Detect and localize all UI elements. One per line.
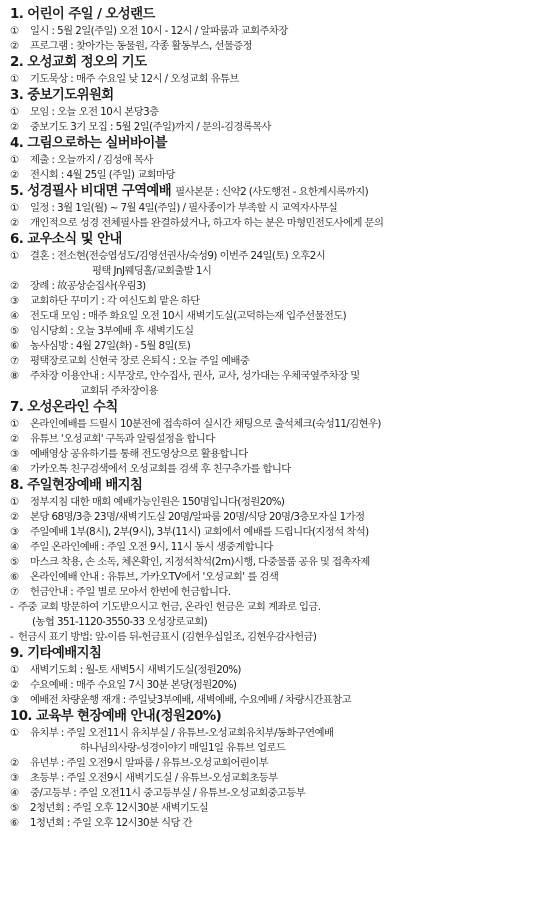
section-title-text: 5. 성경필사 비대면 구역예배	[10, 184, 172, 199]
section	[10, 87, 547, 135]
list-item	[10, 39, 547, 54]
list-item	[10, 741, 547, 756]
list-item	[10, 324, 547, 339]
item-text: 제출 : 오늘까지 / 김성애 목사	[30, 154, 153, 166]
list-item	[10, 816, 547, 831]
item-text: 초등부 : 주일 오전9시 새벽기도실 / 유튜브-오성교회초등부	[30, 772, 278, 784]
item-text: 결혼 : 전소현(전승엽성도/김영선권사/숙성9) 이번주 24일(토) 오후2시	[30, 250, 326, 262]
item-text: 중/고등부 : 주일 오전11시 중고등부실 / 유튜브-오성교회중고등부	[30, 787, 306, 799]
item-text: 본당 68명/3층 23명/새벽기도실 20명/알파룸 20명/식당 20명/3층모자실 1가정	[30, 511, 365, 523]
item-text: 기도묵상 : 매주 수요일 낮 12시 / 오성교회 유튜브	[30, 73, 239, 85]
item-number: ①	[10, 73, 19, 85]
section-title	[10, 54, 547, 72]
list-item	[10, 249, 547, 264]
item-text: 교회하단 꾸미기 : 각 여신도회 맡은 하단	[30, 295, 200, 307]
list-item	[10, 585, 547, 600]
section	[10, 183, 547, 231]
list-item	[10, 726, 547, 741]
list-item	[10, 756, 547, 771]
item-number: ①	[10, 250, 19, 262]
item-text: 1청년회 : 주일 오후 12시30분 식당 간	[30, 817, 193, 829]
section	[10, 231, 547, 399]
item-number: ②	[10, 433, 19, 445]
section-title	[10, 231, 547, 249]
item-number: ①	[10, 496, 19, 508]
item-text: 모임 : 오늘 오전 10시 본당3층	[30, 106, 159, 118]
item-text: 수요예배 : 매주 수요일 7시 30분 본당(정원20%)	[30, 679, 237, 691]
item-number: ①	[10, 727, 19, 739]
item-number: ①	[10, 664, 19, 676]
item-number: ②	[10, 511, 19, 523]
item-number: ⑦	[10, 586, 19, 598]
item-number: ⑥	[10, 571, 19, 583]
list-item	[10, 201, 547, 216]
section	[10, 399, 547, 477]
item-text: 온라인예배를 드릴시 10분전에 접속하여 실시간 채팅으로 출석체크(숙성11/김현우)	[30, 418, 381, 430]
item-text: 개인적으로 성경 전체필사를 완결하셨거나, 하고자 하는 분은 마형민전도사에게 문의	[30, 217, 384, 229]
list-item	[10, 555, 547, 570]
item-text: 중보기도 3기 모집 : 5월 2일(주일)까지 / 문의-김경록목사	[30, 121, 271, 133]
list-item	[10, 369, 547, 384]
item-number: ②	[10, 169, 19, 181]
item-number: ⑦	[10, 355, 19, 367]
item-number: ①	[10, 106, 19, 118]
item-number: ②	[10, 757, 19, 769]
list-item	[10, 216, 547, 231]
item-number: ④	[10, 541, 19, 553]
section-title-text: 8. 주일현장예배 배지침	[10, 478, 143, 493]
item-number: ③	[10, 694, 19, 706]
item-text: 가카오톡 친구검색에서 오성교회를 검색 후 친구추가를 합니다	[30, 463, 291, 475]
item-text: 유년부 : 주일 오전9시 알파룸 / 유튜브-오성교회어린이부	[30, 757, 269, 769]
item-text: 헌금안내 : 주일 별로 모아서 한번에 헌금합니다.	[30, 586, 231, 598]
item-text: 유치부 : 주일 오전11시 유치부실 / 유튜브-오성교회유치부/동화구연예배	[30, 727, 334, 739]
section-title-text: 2. 오성교회 정오의 기도	[10, 55, 147, 70]
item-text: 평택장로교회 신현국 장로 은퇴식 : 오늘 주일 예배중	[30, 355, 250, 367]
list-item	[10, 24, 547, 39]
list-item	[10, 72, 547, 87]
list-item	[10, 663, 547, 678]
item-number: ②	[10, 40, 19, 52]
list-item	[10, 678, 547, 693]
list-item	[10, 786, 547, 801]
list-item	[10, 462, 547, 477]
section	[10, 477, 547, 645]
item-number: ④	[10, 310, 19, 322]
item-text: 일정 : 3월 1일(월) ~ 7월 4일(주일) / 필사종이가 부족할 시 교역자사무실	[30, 202, 338, 214]
list-item	[10, 630, 547, 645]
item-text: 일시 : 5월 2일(주일) 오전 10시 - 12시 / 알파룸과 교회주차장	[30, 25, 288, 37]
list-item	[10, 294, 547, 309]
list-item	[10, 510, 547, 525]
list-item	[10, 495, 547, 510]
item-number: ①	[10, 202, 19, 214]
item-text: 정부지침 대한 매회 예배가능인원은 150명입니다(정원20%)	[30, 496, 285, 508]
item-text: 주일예배 1부(8시), 2부(9시), 3부(11시) 교회에서 예배를 드립니다(지정석 착석)	[30, 526, 369, 538]
item-number: -	[10, 631, 14, 643]
item-text: (농협 351-1120-3550-33 오성장로교회)	[32, 616, 208, 628]
item-number: ⑤	[10, 556, 19, 568]
section-title	[10, 399, 547, 417]
item-number: ②	[10, 679, 19, 691]
list-item	[10, 384, 547, 399]
section-title-text: 7. 오성온라인 수칙	[10, 400, 118, 415]
section	[10, 708, 547, 831]
list-item	[10, 279, 547, 294]
item-text: 예배전 차량운행 재개 : 주일낮3부예배, 새벽예배, 수요예배 / 차량시간표참고	[30, 694, 351, 706]
section	[10, 645, 547, 708]
list-item	[10, 264, 547, 279]
item-number: ②	[10, 121, 19, 133]
list-item	[10, 693, 547, 708]
item-number: ③	[10, 772, 19, 784]
list-item	[10, 600, 547, 615]
item-number: ①	[10, 418, 19, 430]
section-title-text: 10. 교육부 현장예배 안내(정원20%)	[10, 709, 222, 724]
item-number: ④	[10, 463, 19, 475]
list-item	[10, 525, 547, 540]
item-text: 주중 교회 방문하여 기도받으시고 헌금, 온라인 헌금은 교회 계좌로 입금.	[18, 601, 321, 613]
section-title	[10, 87, 547, 105]
list-item	[10, 168, 547, 183]
item-text: 평택 JnJ웨딩홀/교회출발 1시	[92, 265, 212, 277]
list-item	[10, 615, 547, 630]
item-number: ②	[10, 217, 19, 229]
section	[10, 54, 547, 87]
item-number: ①	[10, 154, 19, 166]
list-item	[10, 771, 547, 786]
item-number: ⑤	[10, 325, 19, 337]
item-number: ⑤	[10, 802, 19, 814]
section-title	[10, 6, 547, 24]
section-title-text: 1. 어린이 주일 / 오성랜드	[10, 7, 155, 22]
item-text: 교회뒤 주차장이용	[80, 385, 158, 397]
item-text: 주차장 이용안내 : 시무장로, 안수집사, 권사, 교사, 성가대는 우체국옆주차장 및	[30, 370, 360, 382]
item-number: ⑧	[10, 370, 19, 382]
item-number: ③	[10, 448, 19, 460]
list-item	[10, 309, 547, 324]
section	[10, 6, 547, 54]
item-text: 임시당회 : 오늘 3부예배 후 새벽기도실	[30, 325, 194, 337]
item-text: 온라인예배 안내 : 유튜브, 가카오TV에서 '오성교회' 를 검색	[30, 571, 279, 583]
list-item	[10, 801, 547, 816]
section-title-text: 3. 중보기도위원회	[10, 88, 114, 103]
section	[10, 135, 547, 183]
item-number: ③	[10, 526, 19, 538]
item-text: 주일 온라인예배 : 주일 오전 9시, 11시 동시 생중계합니다	[30, 541, 273, 553]
item-number: ②	[10, 280, 19, 292]
section-title	[10, 708, 547, 726]
list-item	[10, 417, 547, 432]
section-title	[10, 477, 547, 495]
list-item	[10, 570, 547, 585]
item-number: -	[10, 601, 14, 613]
list-item	[10, 447, 547, 462]
list-item	[10, 105, 547, 120]
item-number: ⑥	[10, 340, 19, 352]
item-text: 전도대 모임 : 매주 화요일 오전 10시 새벽기도실(고덕하는재 입주선물전도)	[30, 310, 347, 322]
section-title-text: 6. 교우소식 및 안내	[10, 232, 122, 247]
list-item	[10, 120, 547, 135]
item-text: 하나님의사랑-성경이야기 매일1일 유튜브 업로드	[80, 742, 286, 754]
item-text: 2청년회 : 주일 오후 12시30분 새벽기도실	[30, 802, 209, 814]
section-title	[10, 183, 547, 201]
section-title-text: 9. 기타예배지침	[10, 646, 102, 661]
item-text: 프로그램 : 찾아가는 동물원, 각종 활동부스, 선물증정	[30, 40, 253, 52]
item-text: 마스크 착용, 손 소독, 체온확인, 지정석착석(2m)시행, 다중물품 공유 및 접촉자제	[30, 556, 370, 568]
list-item	[10, 540, 547, 555]
item-number: ③	[10, 295, 19, 307]
list-item	[10, 153, 547, 168]
list-item	[10, 432, 547, 447]
item-number: ⑥	[10, 817, 19, 829]
section-title	[10, 645, 547, 663]
list-item	[10, 354, 547, 369]
item-text: 헌금시 표기 방법: 앞-이름 뒤-헌금표시 (김현우십일조, 김현우감사헌금)	[18, 631, 317, 643]
item-text: 새벽기도회 : 월-토 새벽5시 새벽기도실(정원20%)	[30, 664, 241, 676]
section-title-note: 필사본문 : 신약2 (사도행전 - 요한계시록까지)	[175, 186, 369, 198]
item-text: 농사심방 : 4월 27일(화) - 5월 8일(토)	[30, 340, 191, 352]
item-text: 전시회 : 4월 25일 (주일) 교회마당	[30, 169, 175, 181]
section-title-text: 4. 그림으로하는 실버바이블	[10, 136, 168, 151]
item-text: 예배영상 공유하기를 통해 전도영상으로 활용합니다	[30, 448, 248, 460]
item-number: ①	[10, 25, 19, 37]
section-title	[10, 135, 547, 153]
item-number: ④	[10, 787, 19, 799]
item-text: 장례 : 故공상순집사(우림3)	[30, 280, 146, 292]
list-item	[10, 339, 547, 354]
item-text: 유튜브 '오성교회' 구독과 알림설정을 합니다	[30, 433, 215, 445]
